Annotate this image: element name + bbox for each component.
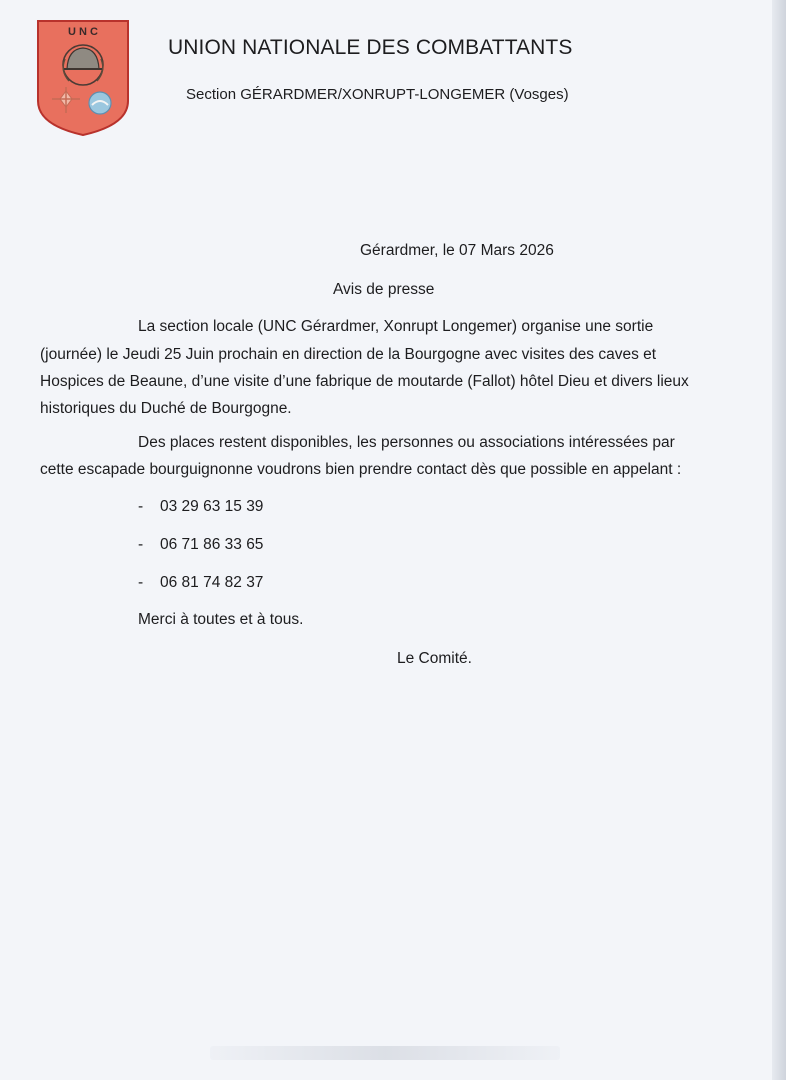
list-dash: - bbox=[138, 536, 144, 553]
closing-line: Merci à toutes et à tous. bbox=[138, 611, 304, 628]
phone-number: 06 71 86 33 65 bbox=[160, 536, 264, 553]
paragraph1-line: historiques du Duché de Bourgogne. bbox=[40, 400, 292, 417]
signature: Le Comité. bbox=[397, 650, 472, 667]
phone-number: 06 81 74 82 37 bbox=[160, 574, 264, 591]
list-dash: - bbox=[138, 574, 144, 591]
page-edge bbox=[772, 0, 786, 1080]
logo-letters: U N C bbox=[68, 26, 98, 38]
paragraph1-line: Hospices de Beaune, d’une visite d’une fabrique de moutarde (Fallot) hôtel Dieu et divers lieux bbox=[40, 373, 689, 390]
paragraph1-line: La section locale (UNC Gérardmer, Xonrupt Longemer) organise une sortie bbox=[138, 318, 654, 335]
organization-title: UNION NATIONALE DES COMBATTANTS bbox=[168, 36, 573, 59]
paragraph1-line: (journée) le Jeudi 25 Juin prochain en direction de la Bourgogne avec visites des caves et bbox=[40, 346, 657, 363]
phone-number: 03 29 63 15 39 bbox=[160, 498, 264, 515]
section-subtitle: Section GÉRARDMER/XONRUPT-LONGEMER (Vosges) bbox=[186, 86, 569, 103]
paragraph2-line: Des places restent disponibles, les personnes ou associations intéressées par bbox=[138, 434, 675, 451]
unc-logo bbox=[36, 19, 130, 137]
list-dash: - bbox=[138, 498, 144, 515]
scan-artifact bbox=[210, 1046, 560, 1060]
paragraph2-line: cette escapade bourguignonne voudrons bien prendre contact dès que possible en appelant : bbox=[40, 461, 682, 478]
subject-line: Avis de presse bbox=[333, 281, 435, 298]
date-line: Gérardmer, le 07 Mars 2026 bbox=[360, 242, 554, 259]
